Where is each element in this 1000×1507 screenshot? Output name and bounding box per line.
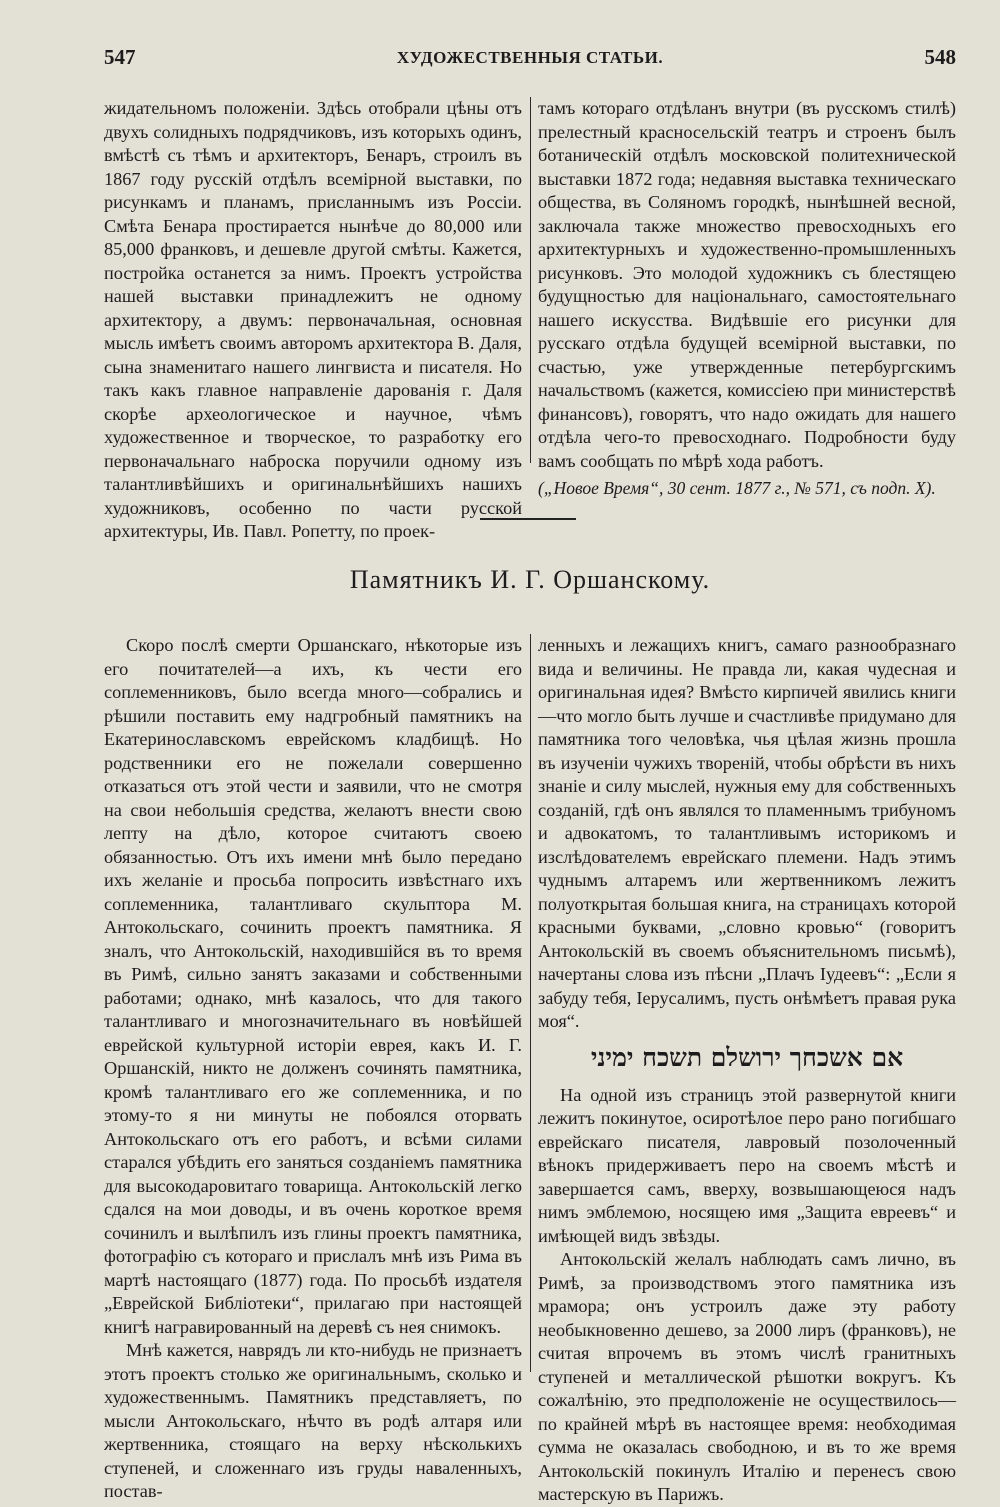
paragraph: Скоро послѣ смерти Оршанскаго, нѣкоторые изъ его почитателей—а ихъ, къ чести его соплеменниковъ, было всегда много—собрались и рѣшили поставить ему надгробный памятникъ на Екатеринославскомъ еврейскомъ кладбищѣ. Но родственники его не пожелали совершенно отказаться отъ этой чести и заявили, что не смотря на свои небольшія средства, желаютъ внести свою лепту на дѣло, которое считаютъ своею обязанностью. Отъ ихъ имени мнѣ было передано ихъ желаніе и просьба попросить извѣстнаго ихъ соплеменника, талантливаго скульптора М. Антокольскаго, сочинить проектъ памятника. Я зналъ, что Антокольскій, находившійся въ то время въ Римѣ, сильно занятъ заказами и собственными работами; однако, мнѣ казалось, что для такого талантливаго и многозначительнаго въ новѣйшей еврейской культурной исторіи еврея, какъ И. Г. Оршанскій, никто не долженъ сочинять памятника, кромѣ талантливаго его же соплеменника, и по этому-то я ни минуты не побоялся оторвать Антокольскаго отъ его работъ, и всѣми силами старался убѣдить его заняться созданіемъ памятника для высокодаровитаго товарища. Антокольскій легко сдался на мои доводы, и въ очень короткое время сочинилъ и вылѣпилъ изъ глины проектъ памятника, фотографію съ котораго и прислалъ мнѣ изъ Рима въ мартѣ настоящаго (1877) года. По просьбѣ издателя „Еврейской Библіотеки“, прилагаю при настоящей книгѣ награвированный на деревѣ съ нея снимокъ. (104, 635, 522, 1337)
running-title: ХУДОЖЕСТВЕННЫЯ СТАТЬИ. (396, 48, 664, 67)
page-number-left: 547 (104, 45, 136, 69)
article-title: Памятникъ И. Г. Оршанскому. (349, 565, 711, 594)
section-separator (480, 518, 576, 520)
hebrew-quote: אם אשכחך ירושלם תשכח ימיני (590, 1042, 904, 1072)
paragraph: Мнѣ кажется, наврядъ ли кто-нибудь не признаетъ этотъ проектъ столько же оригинальнымъ, сколько и художественнымъ. Памятникъ представляетъ, по мысли Антокольскаго, нѣчто въ родѣ алтаря или жертвенника, стоящаго на верху нѣсколькихъ ступеней, и сложеннаго изъ груды наваленныхъ, постав- (104, 1340, 522, 1501)
top-right-column (538, 97, 956, 501)
paragraph: жидательномъ положеніи. Здѣсь отобрали цѣны отъ двухъ солидныхъ подрядчиковъ, изъ которыхъ одинъ, вмѣстѣ съ тѣмъ и архитекторъ, Бенаръ, строилъ въ 1867 году русскій отдѣлъ всемірной выставки, по рисункамъ и планамъ, присланнымъ изъ Россіи. Смѣта Бенара простирается нынѣче до 80,000 или 85,000 франковъ, и дешевле другой смѣты. Кажется, постройка останется за нимъ. Проектъ устройства нашей выставки принадлежитъ не одному архитектору, а двумъ: первоначальная, основная мысль имѣетъ своимъ авторомъ архитектора В. Даля, сына знаменитаго нашего лингвиста и писателя. Но такъ какъ главное направленіе дарованія г. Даля скорѣе археологическое и научное, чѣмъ художественное и творческое, то разработку его первоначальнаго наброска поручили одному изъ талантливѣйшихъ и оригинальнѣйшихъ нашихъ художниковъ, особенно по части русской архитектуры, Ив. Павл. Ропетту, по проек- (104, 98, 522, 541)
column-divider (530, 634, 531, 1372)
paragraph: Антокольскій желалъ наблюдать самъ лично, въ Римѣ, за производствомъ этого памятника изъ мрамора; онъ устроилъ даже эту работу необыкновенно дешево, за 2000 лиръ (франковъ), не считая впрочемъ въ этомъ числѣ гранитныхъ ступеней и металлической рѣшотки вокругъ. Къ сожалѣнію, это предположеніе не осуществилось—по крайней мѣрѣ въ настоящее время: необходимая сумма не оказалась свободною, и въ то же время Антокольскій покинулъ Италію и перенесъ свою мастерскую въ Парижъ. (538, 1249, 956, 1504)
bottom-right-column (538, 634, 956, 1507)
top-left-column (104, 97, 522, 544)
paragraph: ленныхъ и лежащихъ книгъ, самаго разнообразнаго вида и величины. Не правда ли, какая чудесная и оригинальная идея? Вмѣсто кирпичей явились книги—что могло быть лучше и счастливѣе придумано для памятника того человѣка, чья цѣлая жизнь прошла въ изученіи чужихъ твореній, чтобы обрѣсти въ нихъ знаніе и силу мыслей, нужныя ему для собственныхъ созданій, гдѣ онъ являлся то пламеннымъ трибуномъ и адвокатомъ, то талантливымъ историкомъ и изслѣдователемъ еврейскаго племени. Надъ этимъ чуднымъ алтаремъ или жертвенникомъ лежитъ полуоткрытая большая книга, на страницахъ которой красными буквами, „словно кровью“ (говоритъ Антокольскій въ своемъ объяснительномъ письмѣ), начертаны слова изъ пѣсни „Плачъ Іудеевъ“: „Если я забуду тебя, Іерусалимъ, пусть онѣмѣетъ правая рука моя“. (538, 635, 956, 1031)
citation: („Новое Время“, 30 сент. 1877 г., № 571, съ подп. X). (538, 478, 936, 498)
page-header (104, 45, 956, 75)
paragraph: тамъ котораго отдѣланъ внутри (въ русскомъ стилѣ) прелестный красносельскій театръ и строенъ былъ ботаническій отдѣлъ московской политехнической выставки 1872 года; недавняя выставка техническаго общества, въ Соляномъ городкѣ, нынѣшней весной, заключала также множество превосходныхъ его архитектурныхъ и художественно-промышленныхъ рисунковъ. Это молодой художникъ съ блестящею будущностью для національнаго, самостоятельнаго нашего искусства. Видѣвшіе его рисунки для русскаго отдѣла будущей всемірной выставки, по счастью, уже утвержденные петербургскимъ начальствомъ (кажется, комиссіею при министерствѣ финансовъ), говорятъ, что надо ожидать для нашего отдѣла чего-то превосходнаго. Подробности буду вамъ сообщать по мѣрѣ хода работъ. (538, 98, 956, 471)
bottom-left-column (104, 634, 522, 1504)
page-number-right: 548 (924, 45, 956, 69)
paragraph: На одной изъ страницъ этой развернутой книги лежитъ покинутое, осиротѣлое перо рано погибшаго еврейскаго писателя, лавровый позолоченный вѣнокъ придерживаетъ перо на своемъ мѣстѣ и завершается самъ, вверху, возвышающеюся надъ нимъ эмблемою, носящею имя „Защита евреевъ“ и имѣющей видъ звѣзды. (538, 1084, 956, 1246)
column-divider (530, 97, 531, 463)
